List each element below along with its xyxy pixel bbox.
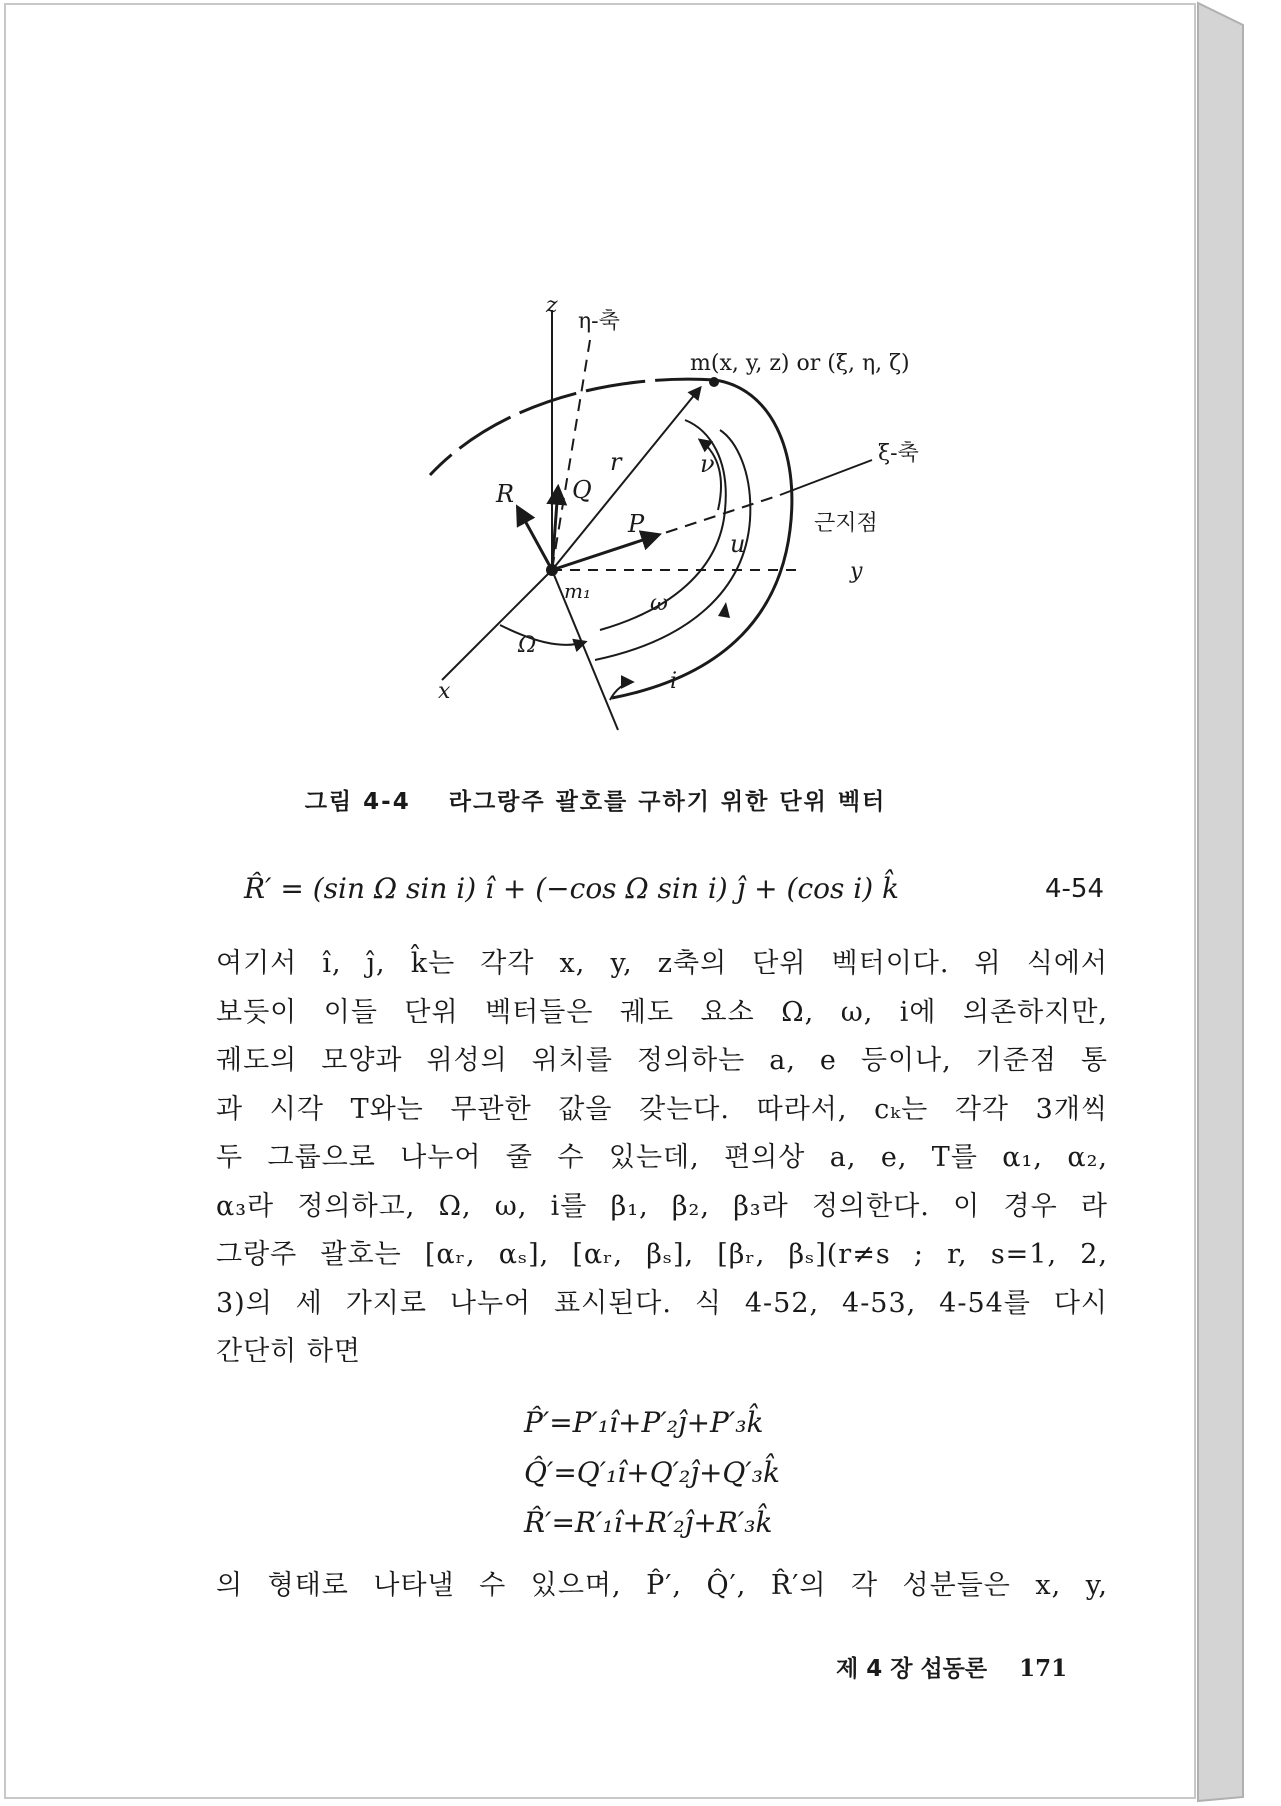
paragraph-line: 보듯이 이들 단위 벡터들은 궤도 요소 Ω, ω, i에 의존하지만, xyxy=(216,996,1108,1028)
figure-label: ν xyxy=(700,450,715,478)
figure-label: P xyxy=(628,510,645,538)
figure-label: 근지점 xyxy=(814,511,878,536)
orbit-figure xyxy=(400,280,960,740)
equation-number: 4-54 xyxy=(1045,874,1105,904)
figure-label: x xyxy=(438,679,451,704)
figure-caption xyxy=(0,783,1281,816)
orbit-ellipse xyxy=(612,380,792,698)
figure-label: Q xyxy=(572,476,592,504)
figure-label: Ω xyxy=(518,633,537,658)
figure-label: R xyxy=(496,480,515,508)
paragraph-line: 여기서 î, ĵ, k̂는 각각 x, y, z축의 단위 벡터이다. 위 식에서 xyxy=(216,948,1108,979)
caption-label: 그림 4-4 xyxy=(304,789,411,815)
equation-Q: Q̂′=Q′₁î+Q′₂ĵ+Q′₃k̂ xyxy=(524,1456,780,1489)
figure-label: y xyxy=(850,559,863,584)
caption-text: 라그랑주 괄호를 구하기 위한 단위 벡터 xyxy=(448,789,887,815)
x-axis xyxy=(442,570,552,680)
page-footer xyxy=(836,1650,1067,1683)
figure-label: ξ-축 xyxy=(878,441,919,466)
page-number: 171 xyxy=(1019,1655,1068,1682)
origin-point xyxy=(546,564,558,576)
orbit-arrow xyxy=(718,602,730,618)
paragraph-line: 그랑주 괄호는 [αᵣ, αₛ], [αᵣ, βₛ], [βᵣ, βₛ](r≠s ; r, s=1, 2, xyxy=(216,1239,1108,1270)
paragraph-line: 두 그룹으로 나누어 줄 수 있는데, 편의상 a, e, T를 α₁, α₂, xyxy=(216,1142,1108,1173)
tail-paragraph: 의 형태로 나타낼 수 있으며, P̂′, Q̂′, R̂′의 각 성분들은 x, y, xyxy=(216,1570,1108,1601)
equation-R: R̂′=R′₁î+R′₂ĵ+R′₃k̂ xyxy=(524,1506,773,1539)
figure-label: m(x, y, z) or (ξ, η, ζ) xyxy=(690,351,910,376)
orbit-back xyxy=(430,379,715,475)
R-vector xyxy=(518,508,552,570)
equation-main: R̂′ = (sin Ω sin i) î + (−cos Ω sin i) ĵ + (cos i) k̂ xyxy=(244,872,900,905)
chapter-title: 제 4 장 섭동론 xyxy=(836,1656,988,1682)
eta-axis xyxy=(552,340,590,570)
body-paragraph xyxy=(216,940,1108,1377)
figure-label: η-축 xyxy=(578,309,620,334)
figure-label: i xyxy=(670,669,678,694)
figure-label: u xyxy=(730,530,746,558)
figure-label: z xyxy=(546,293,558,318)
satellite-point xyxy=(709,377,719,387)
equation-P: P̂′=P′₁î+P′₂ĵ+P′₃k̂ xyxy=(524,1406,764,1439)
arc-Omega xyxy=(500,625,585,645)
figure-label: ω xyxy=(650,591,668,616)
paragraph-line: 간단히 하면 xyxy=(216,1336,361,1367)
paragraph-line: 궤도의 모양과 위성의 위치를 정의하는 a, e 등이나, 기준점 통 xyxy=(216,1045,1108,1076)
paragraph-line: 과 시각 T와는 무관한 값을 갖는다. 따라서, cₖ는 각각 3개씩 xyxy=(216,1093,1108,1125)
xi-axis-solid xyxy=(780,460,872,495)
paragraph-line: α₃라 정의하고, Ω, ω, i를 β₁, β₂, β₃라 정의한다. 이 경우 라 xyxy=(216,1190,1108,1222)
figure-label: m₁ xyxy=(564,579,591,603)
P-vector xyxy=(552,535,658,570)
paragraph-line: 3)의 세 가지로 나누어 표시된다. 식 4-52, 4-53, 4-54를 다시 xyxy=(216,1287,1108,1319)
figure-label: r xyxy=(610,448,622,476)
equation-block xyxy=(524,1398,780,1548)
